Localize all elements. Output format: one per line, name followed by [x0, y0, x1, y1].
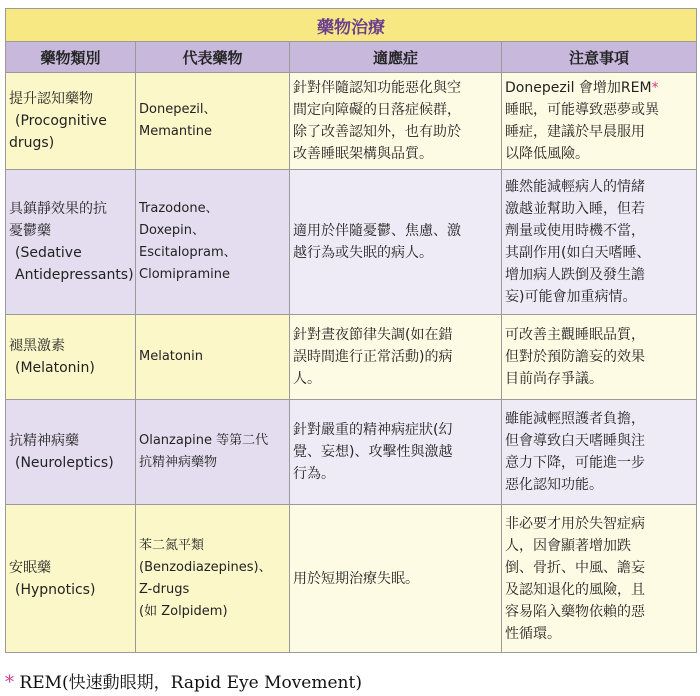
indication-line: 人。: [293, 371, 321, 387]
drug-name: Z-drugs: [139, 581, 190, 597]
table-title: 藥物治療: [6, 9, 697, 42]
drug-treatment-table: [5, 8, 697, 653]
category-zh: 褪黑激素: [9, 338, 65, 354]
notes-cell: [502, 400, 697, 505]
indication-line: 針對晝夜節律失調(如在錯: [293, 327, 453, 343]
footnote: [5, 668, 362, 693]
drug-name: Olanzapine 等第二代: [139, 433, 269, 448]
category-en: Antidepressants): [15, 267, 134, 283]
indication-cell: [290, 73, 502, 170]
indication-line: 用於短期治療失眠。: [293, 570, 419, 587]
drugs-cell: [136, 73, 290, 170]
header-notes: 注意事項: [502, 42, 697, 73]
notes-line: 目前尚存爭議。: [505, 371, 603, 387]
drugs-cell: [136, 505, 290, 653]
category-en: (Neuroleptics): [15, 455, 114, 471]
category-en: (Hypnotics): [15, 581, 96, 598]
indication-line: 行為。: [293, 466, 335, 482]
category-cell: [6, 170, 136, 315]
header-indication: 適應症: [290, 42, 502, 73]
table-row: [6, 170, 697, 315]
drug-name: 苯二氮平類: [139, 537, 205, 553]
notes-line: [505, 77, 693, 99]
indication-line: 越行為或失眠的病人。: [293, 245, 433, 261]
category-en: (Procognitive: [15, 113, 107, 129]
indication-line: 除了改善認知外，也有助於: [293, 124, 461, 140]
notes-line: 但會導致白天嗜睡與注: [505, 433, 645, 449]
indication-cell: [290, 505, 502, 653]
notes-line: 睡症，建議於早晨服用: [505, 124, 645, 140]
notes-line: 容易陷入藥物依賴的惡: [505, 603, 645, 620]
category-zh: 安眠藥: [9, 559, 51, 576]
footnote-asterisk: *: [5, 672, 14, 693]
drug-name: Trazodone、: [139, 201, 219, 216]
notes-cell: [502, 170, 697, 315]
notes-prefix: Donepezil 會增加REM: [505, 80, 652, 96]
notes-line: 意力下降，可能進一步: [505, 455, 645, 471]
footnote-text: REM(快速動眼期，Rapid Eye Movement): [19, 673, 362, 693]
indication-cell: [290, 400, 502, 505]
table-row: [6, 73, 697, 170]
notes-line: 雖能減輕照護者負擔，: [505, 411, 645, 427]
notes-line: 人，因會顯著增加跌: [505, 537, 631, 554]
drug-name: 抗精神病藥物: [139, 455, 218, 470]
category-cell: [6, 73, 136, 170]
indication-cell: [290, 170, 502, 315]
drug-treatment-table-container: [5, 8, 696, 653]
drug-name: Doxepin、: [139, 223, 205, 238]
indication-line: 針對嚴重的精神病症狀(幻: [293, 422, 453, 438]
notes-line: 雖然能減輕病人的情緒: [505, 179, 645, 195]
drug-name: (Benzodiazepines)、: [139, 559, 272, 575]
indication-line: 誤時間進行正常活動)的病: [293, 349, 453, 365]
table-row: [6, 400, 697, 505]
notes-line: 睡眠，可能導致惡夢或異: [505, 102, 659, 118]
category-zh: 抗精神病藥: [9, 433, 79, 449]
notes-cell: [502, 315, 697, 400]
drugs-cell: [136, 170, 290, 315]
notes-line: 劑量或使用時機不當，: [505, 223, 645, 239]
notes-line: 但對於預防譫妄的效果: [505, 349, 645, 365]
drug-name: (如 Zolpidem): [139, 603, 228, 619]
notes-line: 及認知退化的風險，且: [505, 581, 645, 598]
category-zh: 憂鬱藥: [9, 223, 51, 239]
notes-line: 非必要才用於失智症病: [505, 515, 645, 532]
category-zh: 具鎮靜效果的抗: [9, 201, 107, 217]
notes-line: 惡化認知功能。: [505, 477, 603, 493]
category-cell: [6, 400, 136, 505]
indication-line: 適用於伴隨憂鬱、焦慮、激: [293, 223, 461, 239]
indication-line: 針對伴隨認知功能惡化與空: [293, 80, 461, 96]
drug-name: Memantine: [139, 124, 213, 139]
notes-line: 其副作用(如白天嗜睡、: [505, 245, 651, 261]
drug-name: Clomipramine: [139, 267, 230, 282]
indication-line: 覺、妄想)、攻擊性與激越: [293, 444, 453, 460]
indication-cell: [290, 315, 502, 400]
category-cell: [6, 505, 136, 653]
drugs-cell: [136, 315, 290, 400]
footnote-asterisk: *: [651, 80, 659, 96]
notes-line: 倒、骨折、中風、譫妄: [505, 559, 645, 576]
drugs-cell: [136, 400, 290, 505]
notes-line: 激越並幫助入睡，但若: [505, 201, 645, 217]
indication-line: 改善睡眠架構與品質。: [293, 146, 433, 162]
notes-line: 以降低風險。: [505, 146, 589, 162]
notes-line: 性循環。: [505, 625, 561, 642]
table-row: [6, 505, 697, 653]
category-zh: 提升認知藥物: [9, 91, 93, 107]
drug-name: Melatonin: [139, 349, 203, 364]
drug-name: Donepezil、: [139, 102, 217, 117]
header-drugs: 代表藥物: [136, 42, 290, 73]
notes-line: 增加病人跌倒及發生譫: [505, 267, 645, 283]
notes-cell: [502, 505, 697, 653]
indication-line: 間定向障礙的日落症候群，: [293, 102, 461, 118]
category-en: (Sedative: [15, 245, 82, 261]
table-row: [6, 315, 697, 400]
drug-name: Escitalopram、: [139, 245, 237, 260]
notes-line: 可改善主觀睡眠品質，: [505, 327, 645, 343]
header-category: 藥物類別: [6, 42, 136, 73]
header-row: [6, 42, 697, 73]
notes-line: 妄)可能會加重病情。: [505, 289, 637, 305]
category-cell: [6, 315, 136, 400]
category-en: drugs): [9, 135, 55, 151]
category-en: (Melatonin): [15, 360, 95, 376]
notes-cell: [502, 73, 697, 170]
